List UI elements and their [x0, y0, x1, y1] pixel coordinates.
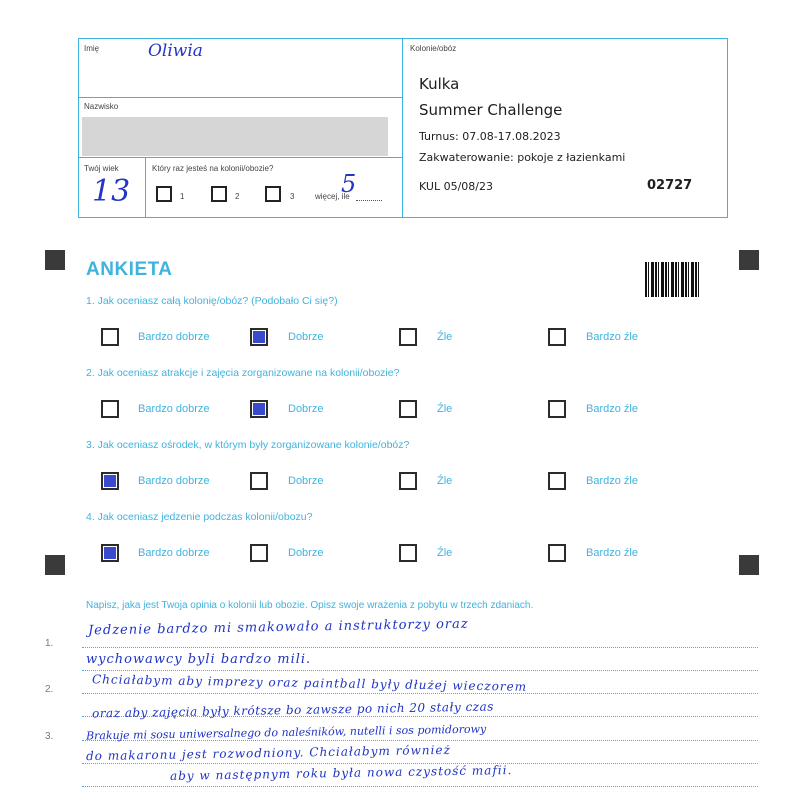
question-1-text: 1. Jak oceniasz całą kolonię/obóz? (Podobało Ci się?) — [86, 295, 338, 307]
question-2-checkbox-dobrze[interactable] — [250, 400, 268, 418]
question-1-option-dobrze: Dobrze — [288, 331, 324, 343]
question-3-option-zle: Źle — [437, 475, 453, 487]
twoj-wiek-field[interactable]: 13 — [92, 174, 131, 209]
imie-label: Imię — [84, 44, 100, 53]
ktory-raz-option-1: 1 — [180, 192, 185, 201]
nazwisko-label: Nazwisko — [84, 102, 119, 111]
question-3-checkbox-bardzo-zle[interactable] — [548, 472, 566, 490]
ktory-raz-checkbox-1[interactable] — [156, 186, 172, 202]
handwriting-line: Jedzenie bardzo mi smakowało a instruktorzy oraz — [87, 616, 469, 639]
turnus-dates: Turnus: 07.08-17.08.2023 — [419, 130, 561, 143]
question-4-checkbox-bardzo-dobrze[interactable] — [101, 544, 119, 562]
question-1-checkbox-bardzo-dobrze[interactable] — [101, 328, 119, 346]
handwriting-line: wychowawcy byli bardzo mili. — [86, 652, 312, 667]
ktory-raz-more-field[interactable]: 5 — [341, 170, 357, 198]
handwriting-line: oraz aby zajęcia były krótsze bo zawsze po nich 20 stały czas — [91, 699, 494, 721]
question-1-option-bardzo-zle: Bardzo źle — [586, 331, 638, 343]
writing-line — [82, 670, 758, 671]
handwriting-line: Brakuje mi sosu uniwersalnego do naleśników, nutelli i sos pomidorowy — [85, 722, 487, 743]
kolonie-label: Kolonie/obóz — [410, 44, 457, 53]
question-1-checkbox-dobrze[interactable] — [250, 328, 268, 346]
header-divider-age — [145, 157, 146, 218]
question-2-checkbox-bardzo-zle[interactable] — [548, 400, 566, 418]
ktory-raz-more-line — [356, 200, 382, 201]
ktory-raz-option-2: 2 — [235, 192, 240, 201]
barcode — [645, 262, 699, 297]
writing-line — [82, 786, 758, 787]
question-3-checkbox-zle[interactable] — [399, 472, 417, 490]
ktory-raz-option-more: więcej, ile — [315, 192, 350, 201]
registration-marker-top-right — [739, 250, 759, 270]
registration-marker-bottom-right — [739, 555, 759, 575]
camp-code: KUL 05/08/23 — [419, 180, 493, 193]
opinion-prompt: Napisz, jaka jest Twoja opinia o kolonii lub obozie. Opisz swoje wrażenia z pobytu w trzech zdaniach. — [86, 600, 534, 611]
camp-name: Kulka — [419, 75, 460, 93]
question-4-checkbox-zle[interactable] — [399, 544, 417, 562]
question-2-option-bardzo-dobrze: Bardzo dobrze — [138, 403, 210, 415]
ktory-raz-checkbox-3[interactable] — [265, 186, 281, 202]
line-number-1: 1. — [45, 638, 54, 649]
header-divider-vertical — [402, 38, 403, 218]
question-4-text: 4. Jak oceniasz jedzenie podczas kolonii/obozu? — [86, 511, 313, 523]
question-4-option-dobrze: Dobrze — [288, 547, 324, 559]
writing-line — [82, 693, 758, 694]
survey-title: ANKIETA — [86, 259, 173, 280]
question-1-option-zle: Źle — [437, 331, 453, 343]
question-4-option-bardzo-dobrze: Bardzo dobrze — [138, 547, 210, 559]
question-3-option-bardzo-zle: Bardzo źle — [586, 475, 638, 487]
question-4-option-zle: Źle — [437, 547, 453, 559]
nazwisko-redacted-field[interactable] — [82, 117, 388, 156]
zakwaterowanie: Zakwaterowanie: pokoje z łazienkami — [419, 151, 626, 164]
question-1-checkbox-bardzo-zle[interactable] — [548, 328, 566, 346]
header-divider-name — [78, 97, 402, 98]
question-3-option-bardzo-dobrze: Bardzo dobrze — [138, 475, 210, 487]
question-3-text: 3. Jak oceniasz ośrodek, w którym były zorganizowane kolonie/obóz? — [86, 439, 410, 451]
ktory-raz-option-3: 3 — [290, 192, 295, 201]
writing-line — [82, 647, 758, 648]
imie-field[interactable]: Oliwia — [148, 41, 203, 61]
line-number-3: 3. — [45, 731, 54, 742]
registration-marker-top-left — [45, 250, 65, 270]
ktory-raz-label: Który raz jesteś na kolonii/obozie? — [152, 164, 274, 173]
line-number-2: 2. — [45, 684, 54, 695]
question-4-checkbox-dobrze[interactable] — [250, 544, 268, 562]
header-divider-surname — [78, 157, 402, 158]
twoj-wiek-label: Twój wiek — [84, 164, 119, 173]
handwriting-line: do makaronu jest rozwodniony. Chciałabym również — [85, 742, 451, 764]
question-3-checkbox-bardzo-dobrze[interactable] — [101, 472, 119, 490]
question-4-option-bardzo-zle: Bardzo źle — [586, 547, 638, 559]
camp-program: Summer Challenge — [419, 101, 563, 119]
handwriting-line: aby w następnym roku była nowa czystość mafii. — [169, 763, 513, 783]
question-2-option-dobrze: Dobrze — [288, 403, 324, 415]
handwriting-line: Chciałabym aby imprezy oraz paintball były dłużej wieczorem — [91, 672, 528, 694]
question-1-option-bardzo-dobrze: Bardzo dobrze — [138, 331, 210, 343]
question-3-checkbox-dobrze[interactable] — [250, 472, 268, 490]
question-2-checkbox-bardzo-dobrze[interactable] — [101, 400, 119, 418]
ktory-raz-checkbox-2[interactable] — [211, 186, 227, 202]
question-2-option-zle: Źle — [437, 403, 453, 415]
question-3-option-dobrze: Dobrze — [288, 475, 324, 487]
registration-marker-bottom-left — [45, 555, 65, 575]
question-2-checkbox-zle[interactable] — [399, 400, 417, 418]
question-2-option-bardzo-zle: Bardzo źle — [586, 403, 638, 415]
question-2-text: 2. Jak oceniasz atrakcje i zajęcia zorganizowane na kolonii/obozie? — [86, 367, 400, 379]
question-1-checkbox-zle[interactable] — [399, 328, 417, 346]
question-4-checkbox-bardzo-zle[interactable] — [548, 544, 566, 562]
form-number: 02727 — [647, 178, 693, 193]
